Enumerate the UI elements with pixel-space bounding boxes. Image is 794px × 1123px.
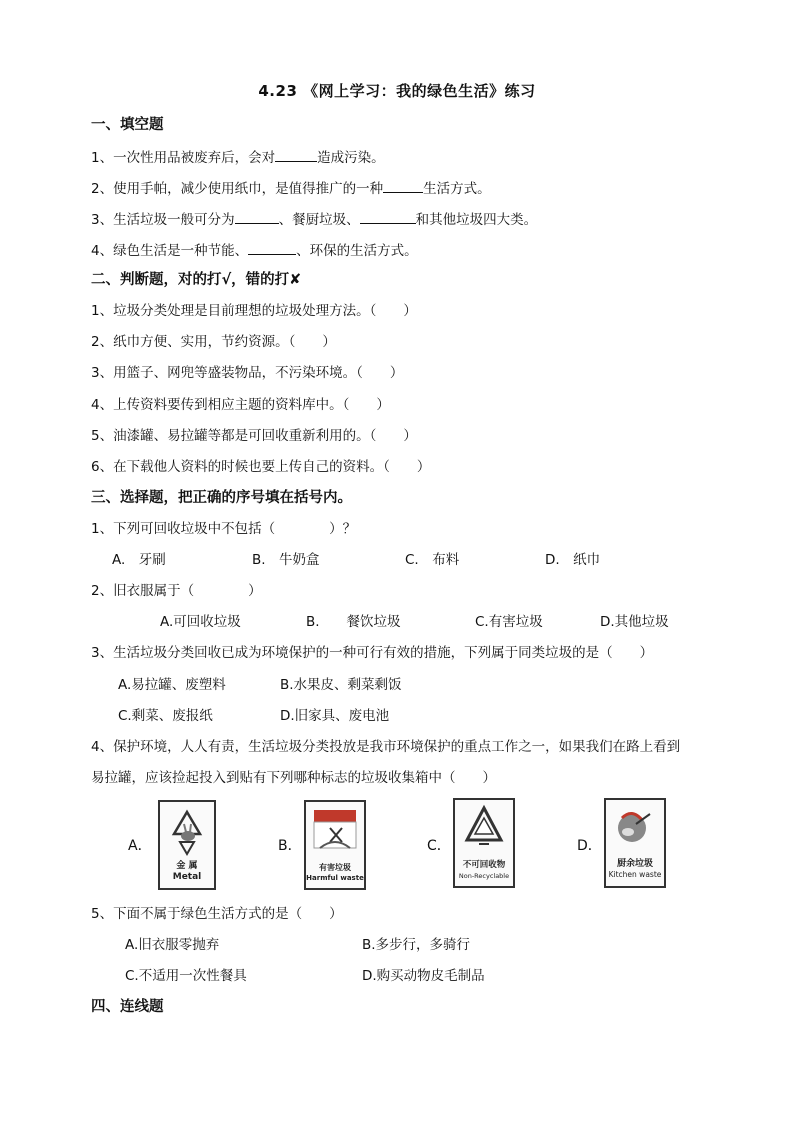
mc-q1-option-a: A. 牙刷 (112, 552, 166, 568)
metal-sign (158, 800, 216, 890)
sign-cn-label: 有害垃圾 (319, 863, 351, 872)
kitchen-waste-sign (604, 798, 666, 888)
mc-q2-option-c: C.有害垃圾 (475, 614, 543, 630)
answer-blank[interactable] (383, 178, 423, 193)
mc-question-5-stem: 5、下面不属于绿色生活方式的是（ ） (91, 906, 343, 922)
tf-question-3: 3、用篮子、网兜等盛装物品，不污染环境。（ ） (91, 365, 404, 381)
question-text: 4、绿色生活是一种节能、 (91, 243, 249, 259)
sign-cn-label: 不可回收物 (462, 860, 506, 870)
mc-q1-option-b: B. 牛奶盒 (252, 552, 320, 568)
mc-q3-option-c: C.剩菜、废报纸 (118, 708, 213, 724)
sign-en-label: Harmful waste (306, 874, 364, 882)
tf-question-1: 1、垃圾分类处理是目前理想的垃圾处理方法。（ ） (91, 303, 417, 319)
fill-question-2 (91, 178, 491, 198)
mc-q2-option-d: D.其他垃圾 (600, 614, 669, 630)
fill-question-1 (91, 147, 385, 167)
answer-blank[interactable] (235, 209, 279, 224)
mc-q4-option-a-label: A． (128, 838, 152, 854)
question-text: 2、使用手帕，减少使用纸巾，是值得推广的一种 (91, 181, 384, 197)
section-heading-matching: 四、连线题 (91, 999, 164, 1015)
question-text: 、环保的生活方式。 (296, 243, 418, 259)
mc-q2-option-a: A.可回收垃圾 (160, 614, 241, 630)
mc-question-1-stem: 1、下列可回收垃圾中不包括（ ）？ (91, 521, 357, 537)
question-text: 和其他垃圾四大类。 (415, 212, 538, 228)
sign-cn-label: 金 属 (176, 861, 198, 871)
page-title: 4.23 《网上学习：我的绿色生活》练习 (258, 82, 536, 100)
tf-question-4: 4、上传资料要传到相应主题的资料库中。（ ） (91, 397, 390, 413)
mc-q5-option-d: D.购买动物皮毛制品 (362, 968, 485, 984)
mc-q4-option-d-label: D． (577, 838, 602, 854)
sign-cn-label: 厨余垃圾 (616, 859, 653, 869)
mc-q3-option-b: B.水果皮、剩菜剩饭 (280, 677, 402, 693)
answer-blank[interactable] (275, 147, 317, 162)
sign-en-label: Non-Recyclable (458, 872, 510, 880)
mc-question-2-stem: 2、旧衣服属于（ ） (91, 583, 262, 599)
mc-q2-option-b: B. 餐饮垃圾 (306, 614, 401, 630)
mc-q5-option-a: A.旧衣服零抛弃 (125, 937, 220, 953)
non-recyclable-sign (453, 798, 515, 888)
question-text: 造成污染。 (317, 150, 385, 166)
mc-q3-option-d: D.旧家具、废电池 (280, 708, 390, 724)
sign-en-label: Metal (172, 872, 202, 882)
mc-q1-option-d: D. 纸巾 (545, 552, 601, 568)
mc-q1-option-c: C. 布料 (405, 552, 460, 568)
question-text: 、餐厨垃圾、 (278, 212, 360, 228)
answer-blank[interactable] (360, 209, 416, 224)
answer-blank[interactable] (248, 240, 296, 255)
fill-question-3 (91, 209, 537, 229)
section-heading-true-false: 二、判断题，对的打√，错的打✘ (91, 272, 302, 288)
sign-en-label: Kitchen waste (608, 870, 662, 879)
question-text: 1、一次性用品被废弃后，会对 (91, 150, 276, 166)
section-heading-multiple-choice: 三、选择题，把正确的序号填在括号内。 (91, 490, 352, 506)
question-text: 生活方式。 (423, 181, 491, 197)
mc-q4-option-c-label: C． (427, 838, 451, 854)
question-text: 3、生活垃圾一般可分为 (91, 212, 235, 228)
tf-question-2: 2、纸巾方便、实用，节约资源。（ ） (91, 334, 336, 350)
mc-question-3-stem: 3、生活垃圾分类回收已成为环境保护的一种可行有效的措施，下列属于同类垃圾的是（ ） (91, 645, 654, 661)
mc-question-4-stem-line1: 4、保护环境，人人有责，生活垃圾分类投放是我市环境保护的重点工作之一，如果我们在路上看到 (91, 739, 681, 755)
section-heading-fill-blank: 一、填空题 (91, 117, 164, 133)
tf-question-6: 6、在下载他人资料的时候也要上传自己的资料。（ ） (91, 459, 431, 475)
mc-q4-option-b-label: B． (278, 838, 302, 854)
harmful-waste-sign (304, 800, 366, 890)
mc-q5-option-b: B.多步行，多骑行 (362, 937, 471, 953)
mc-question-4-stem-line2: 易拉罐，应该捡起投入到贴有下列哪种标志的垃圾收集箱中（ ） (91, 770, 496, 786)
mc-q3-option-a: A.易拉罐、废塑料 (118, 677, 226, 693)
fill-question-4 (91, 240, 418, 260)
tf-question-5: 5、油漆罐、易拉罐等都是可回收重新利用的。（ ） (91, 428, 417, 444)
mc-q5-option-c: C.不适用一次性餐具 (125, 968, 247, 984)
